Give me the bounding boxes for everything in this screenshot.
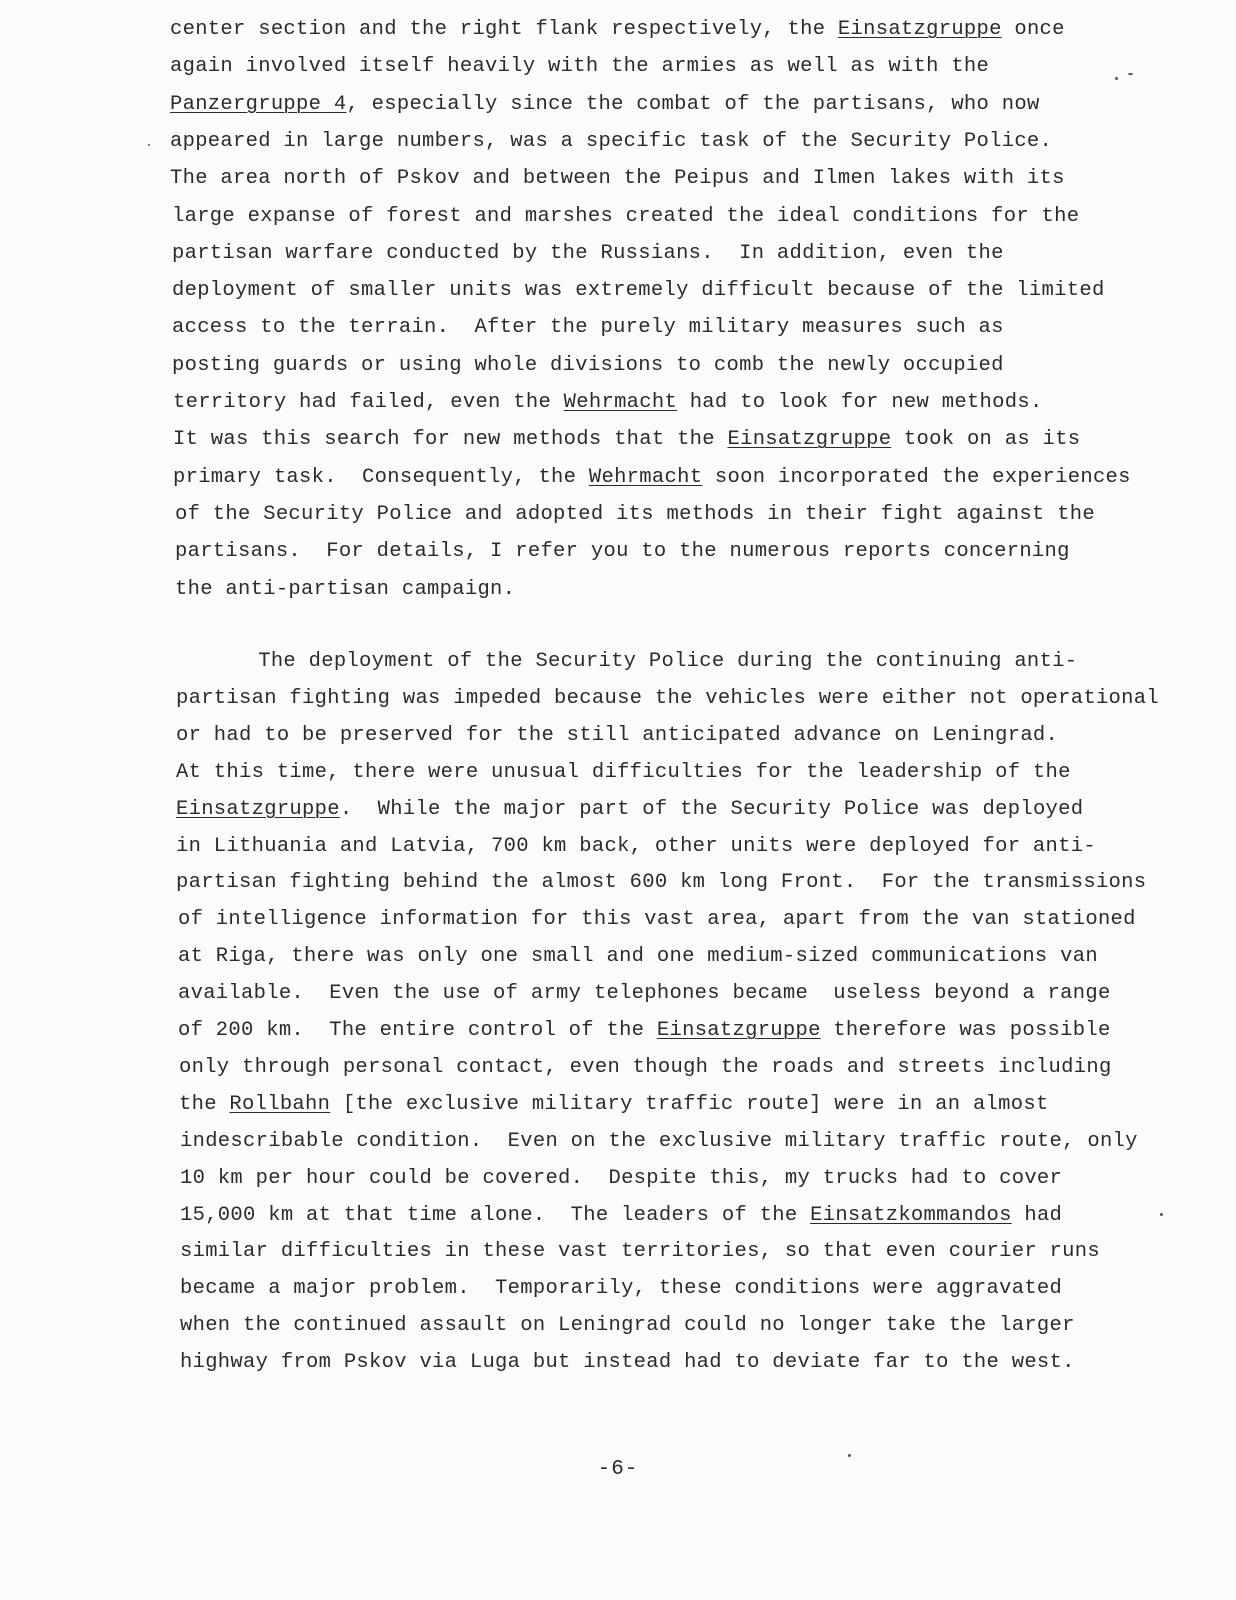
text-run: . While the major part of the Security Police was deployed [339,797,1084,821]
text-run: therefore was possible [820,1019,1111,1042]
text-run: took on as its [891,428,1081,452]
text-run: the anti-partisan campaign. [175,577,516,601]
text-run: had [1011,1203,1063,1227]
text-line [170,92,1040,118]
text-line [176,760,1071,786]
underlined-term: Panzergruppe 4 [170,92,347,116]
text-run: 10 km per hour could be covered. Despite this, my trucks had to cover [180,1166,1063,1190]
text-run: soon incorporated the experiences [702,465,1131,489]
text-run: primary task. Consequently, the [173,465,589,489]
text-line [175,577,515,603]
text-run: partisan fighting behind the almost 600 km long Front. For the transmissions [176,871,1147,895]
text-run: available. Even the use of army telephones became useless beyond a range [178,982,1111,1006]
text-line [173,390,1043,416]
text-line [172,315,1004,341]
underlined-term: Einsatzgruppe [176,797,340,821]
scan-speck [1128,73,1133,75]
text-line [172,353,1004,379]
text-run: of intelligence information for this vast area, apart from the van stationed [178,908,1136,932]
text-line [178,944,1098,970]
text-run: at Riga, there was only one small and one medium-sized communications van [178,945,1098,969]
text-line [173,465,1131,491]
text-run: appeared in large numbers, was a specific task of the Security Police. [170,129,1053,153]
scan-speck [148,144,150,146]
text-run: At this time, there were unusual difficulties for the leadership of the [176,760,1071,784]
text-line [180,1129,1138,1155]
text-run: or had to be preserved for the still anticipated advance on Leningrad. [176,723,1059,747]
text-line [170,649,1077,675]
text-run: the [179,1092,230,1116]
text-run: of 200 km. The entire control of the [178,1019,657,1042]
text-line [170,54,989,80]
text-run: partisan warfare conducted by the Russians. In addition, even the [172,241,1004,265]
text-line [176,686,1159,712]
text-run: The deployment of the Security Police during the continuing anti- [170,650,1078,673]
scan-speck [1160,1213,1163,1216]
text-line [176,797,1083,823]
underlined-term: Wehrmacht [563,391,678,414]
text-run: posting guards or using whole divisions to comb the newly occupied [172,353,1004,377]
underlined-term: Wehrmacht [588,465,703,489]
text-run: deployment of smaller units was extremely difficult because of the limited [172,279,1105,303]
text-run: when the continued assault on Leningrad could no longer take the larger [180,1314,1075,1338]
text-line [180,1239,1100,1265]
text-run: once [1001,18,1065,41]
text-run: again involved itself heavily with the armies as well as with the [170,55,990,79]
text-line [176,723,1058,749]
scan-speck [1115,77,1118,80]
underlined-term: Rollbahn [229,1092,331,1116]
text-run: The area north of Pskov and between the Peipus and Ilmen lakes with its [170,167,1065,191]
text-run: large expanse of forest and marshes created the ideal conditions for the [172,204,1080,228]
text-run: partisan fighting was impeded because the vehicles were either not operational [176,686,1159,710]
text-line [178,1018,1111,1044]
text-run: indescribable condition. Even on the exclusive military traffic route, only [180,1129,1138,1153]
text-line [180,1166,1062,1192]
underlined-term: Einsatzgruppe [656,1019,821,1042]
text-run: 15,000 km at that time alone. The leaders of the [180,1203,811,1227]
page-number: -6- [597,1458,639,1481]
text-line [180,1350,1075,1376]
text-run: became a major problem. Temporarily, these conditions were aggravated [180,1277,1063,1301]
text-line [180,1276,1062,1302]
text-line [178,981,1111,1007]
text-line [172,278,1105,304]
text-run: territory had failed, even the [173,391,564,414]
underlined-term: Einsatzgruppe [837,18,1002,41]
text-line [179,1055,1112,1081]
text-run: partisans. For details, I refer you to the numerous reports concerning [175,540,1070,564]
text-line [176,834,1096,860]
text-line [170,166,1065,192]
text-line [173,427,1080,453]
text-run: access to the terrain. After the purely military measures such as [172,316,1004,340]
text-run: [the exclusive military traffic route] were in an almost [330,1092,1049,1116]
text-line [170,129,1052,155]
text-run: It was this search for new methods that the [173,428,728,452]
text-run: , especially since the combat of the partisans, who now [346,92,1040,116]
scan-speck [848,1454,851,1457]
text-run: in Lithuania and Latvia, 700 km back, other units were deployed for anti- [176,834,1096,858]
text-line [175,502,1095,528]
text-line [179,1092,1049,1118]
text-run: similar difficulties in these vast territories, so that even courier runs [180,1240,1100,1264]
text-line [180,1313,1075,1339]
text-line [172,241,1004,267]
text-line [175,539,1070,565]
text-run: had to look for new methods. [677,391,1043,414]
text-run: highway from Pskov via Luga but instead had to deviate far to the west. [180,1351,1075,1375]
text-run: of the Security Police and adopted its methods in their fight against the [175,502,1095,526]
text-line [180,1203,1062,1229]
text-line [176,870,1146,896]
text-line [178,907,1136,933]
text-line [170,17,1065,43]
text-run: only through personal contact, even though the roads and streets including [179,1055,1112,1079]
underlined-term: Einsatzkommandos [810,1203,1012,1227]
underlined-term: Einsatzgruppe [727,428,892,452]
text-line [172,204,1079,230]
text-run: center section and the right flank respectively, the [170,18,838,41]
